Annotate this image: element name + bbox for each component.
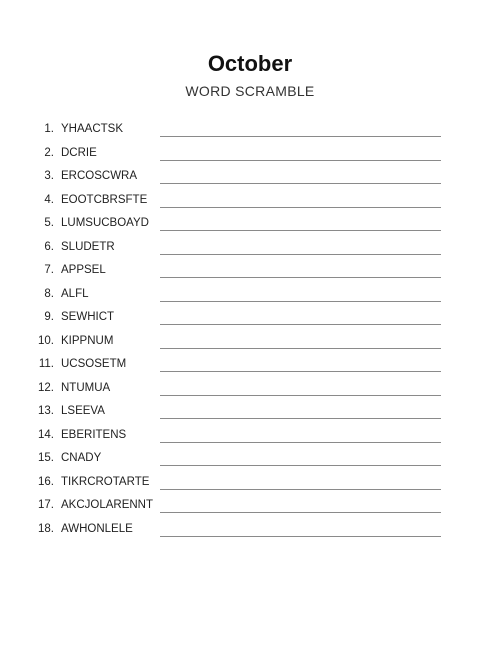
list-item <box>30 120 445 144</box>
item-number: 13. <box>38 405 54 417</box>
list-item <box>30 285 445 309</box>
scrambled-word: SLUDETR <box>61 240 115 253</box>
list-item <box>30 332 445 356</box>
answer-line[interactable] <box>160 465 441 466</box>
answer-line[interactable] <box>160 301 441 302</box>
list-item <box>30 520 445 544</box>
scrambled-word: YHAACTSK <box>61 123 123 135</box>
answer-line[interactable] <box>160 254 441 255</box>
answer-line[interactable] <box>160 371 441 372</box>
answer-line[interactable] <box>160 207 441 208</box>
answer-line[interactable] <box>160 512 441 513</box>
scrambled-word: NTUMUA <box>61 381 111 394</box>
list-item <box>30 379 445 403</box>
item-number: 1. <box>44 123 54 135</box>
answer-line[interactable] <box>160 418 441 419</box>
item-number: 10. <box>38 334 54 347</box>
answer-line[interactable] <box>160 324 441 325</box>
list-item <box>30 473 445 497</box>
item-number: 7. <box>44 264 54 276</box>
list-item <box>30 496 445 520</box>
item-number: 12. <box>38 381 54 394</box>
list-item <box>30 355 445 379</box>
scrambled-word: KIPPNUM <box>61 334 114 347</box>
item-number: 3. <box>44 170 54 182</box>
scramble-list <box>30 120 445 543</box>
item-number: 18. <box>38 522 54 535</box>
list-item <box>30 261 445 285</box>
scrambled-word: ERCOSCWRA <box>61 170 138 182</box>
scrambled-word: ALFL <box>61 287 89 300</box>
answer-line[interactable] <box>160 442 441 443</box>
list-item <box>30 402 445 426</box>
answer-line[interactable] <box>160 348 441 349</box>
scrambled-word: TIKRCROTARTE <box>61 475 150 488</box>
list-item <box>30 167 445 191</box>
list-item <box>30 191 445 215</box>
list-item <box>30 426 445 450</box>
answer-line[interactable] <box>160 277 441 278</box>
item-number: 4. <box>44 193 54 206</box>
scrambled-word: CNADY <box>61 452 102 464</box>
list-item <box>30 238 445 262</box>
answer-line[interactable] <box>160 489 441 490</box>
scrambled-word: EBERITENS <box>61 428 127 441</box>
item-number: 14. <box>38 428 54 441</box>
item-number: 2. <box>44 146 54 159</box>
item-number: 5. <box>44 217 54 229</box>
item-number: 17. <box>38 499 54 511</box>
answer-line[interactable] <box>160 183 441 184</box>
scrambled-word: AWHONLELE <box>61 522 133 535</box>
scrambled-word: SEWHICT <box>61 311 115 323</box>
item-number: 9. <box>44 311 54 323</box>
answer-line[interactable] <box>160 136 441 137</box>
item-number: 11. <box>38 358 54 370</box>
list-item <box>30 308 445 332</box>
list-item <box>30 214 445 238</box>
answer-line[interactable] <box>160 230 441 231</box>
item-number: 6. <box>44 240 54 253</box>
item-number: 15. <box>38 452 54 464</box>
answer-line[interactable] <box>160 536 441 537</box>
list-item <box>30 449 445 473</box>
scrambled-word: UCSOSETM <box>61 358 127 370</box>
scrambled-word: AKCJOLARENNT <box>61 499 154 511</box>
worksheet-subtitle: WORD SCRAMBLE <box>185 83 315 99</box>
item-number: 16. <box>38 475 54 488</box>
scrambled-word: APPSEL <box>61 264 106 276</box>
scrambled-word: EOOTCBRSFTE <box>61 193 148 206</box>
item-number: 8. <box>44 287 54 300</box>
list-item <box>30 144 445 168</box>
answer-line[interactable] <box>160 160 441 161</box>
scrambled-word: LUMSUCBOAYD <box>61 217 149 229</box>
worksheet-title: October <box>207 51 293 76</box>
scrambled-word: LSEEVA <box>61 405 105 417</box>
scrambled-word: DCRIE <box>61 146 97 159</box>
answer-line[interactable] <box>160 395 441 396</box>
